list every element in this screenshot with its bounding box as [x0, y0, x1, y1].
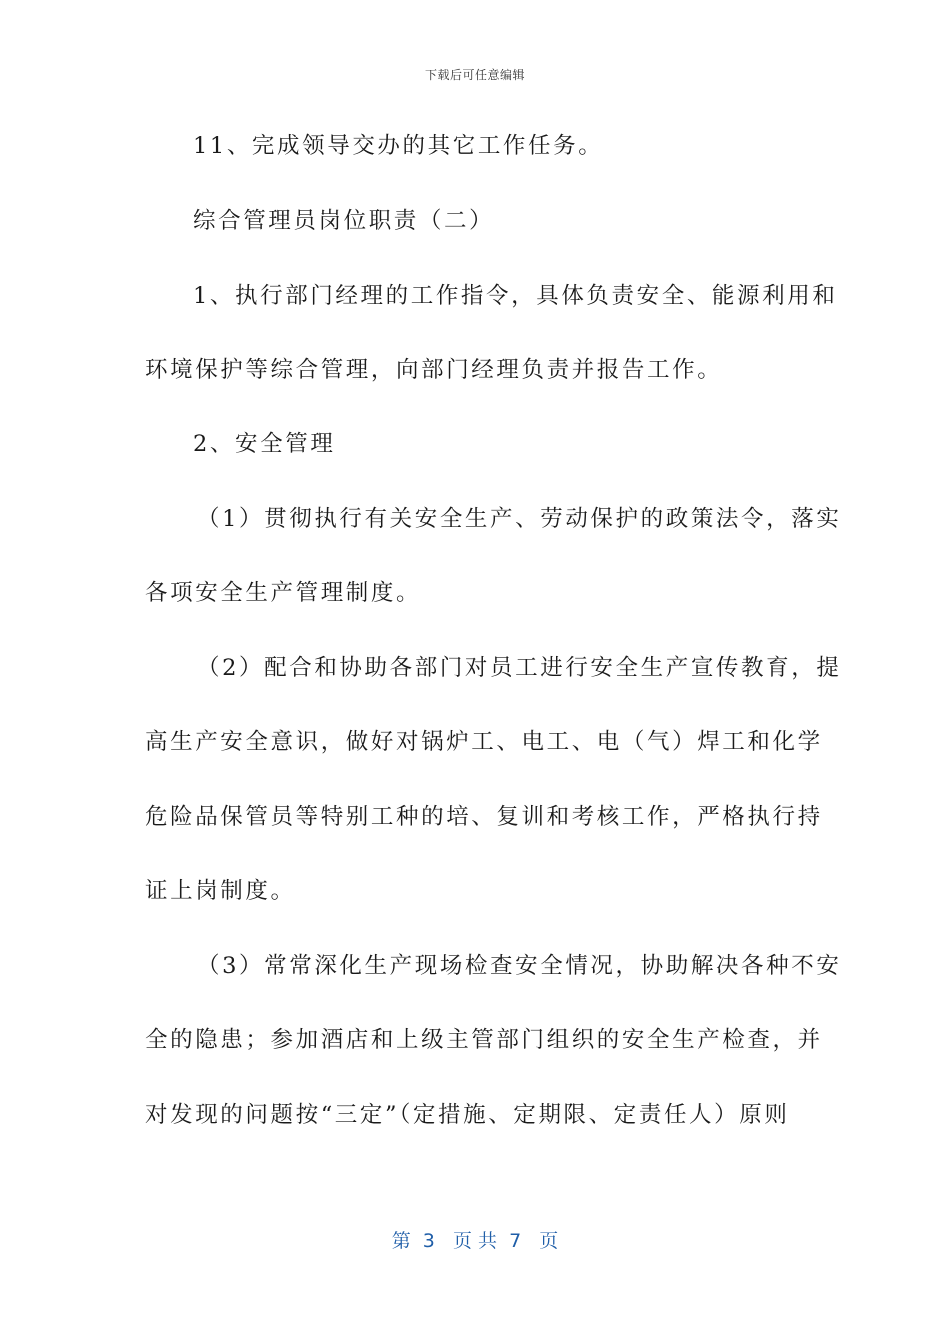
paragraph-line: 1、执行部门经理的工作指令，具体负责安全、能源利用和 [193, 283, 838, 309]
paragraph-line: 11、完成领导交办的其它工作任务。 [193, 133, 604, 159]
paragraph-line: 高生产安全意识，做好对锅炉工、电工、电（气）焊工和化学 [145, 729, 823, 755]
paragraph-line: （3）常常深化生产现场检查安全情况，协助解决各种不安 [197, 953, 842, 979]
paragraph-line: 证上岗制度。 [145, 878, 296, 904]
paragraph-line: 各项安全生产管理制度。 [145, 580, 422, 606]
header-note: 下载后可任意编辑 [424, 68, 525, 82]
page-number-footer: 第 3 页 共 7 页 [391, 1230, 559, 1252]
paragraph-line: （1）贯彻执行有关安全生产、劳动保护的政策法令，落实 [197, 506, 842, 532]
paragraph-line: 全的隐患；参加酒店和上级主管部门组织的安全生产检查，并 [145, 1027, 823, 1053]
paragraph-line: 环境保护等综合管理，向部门经理负责并报告工作。 [145, 357, 723, 383]
paragraph-line: 危险品保管员等特别工种的培、复训和考核工作，严格执行持 [145, 804, 823, 830]
section-heading: 综合管理员岗位职责（二） [193, 208, 495, 234]
paragraph-line: （2）配合和协助各部门对员工进行安全生产宣传教育，提 [197, 655, 842, 681]
paragraph-line: 对发现的问题按“三定”（定措施、定期限、定责任人）原则 [145, 1102, 790, 1128]
paragraph-line: 2、安全管理 [193, 431, 336, 457]
